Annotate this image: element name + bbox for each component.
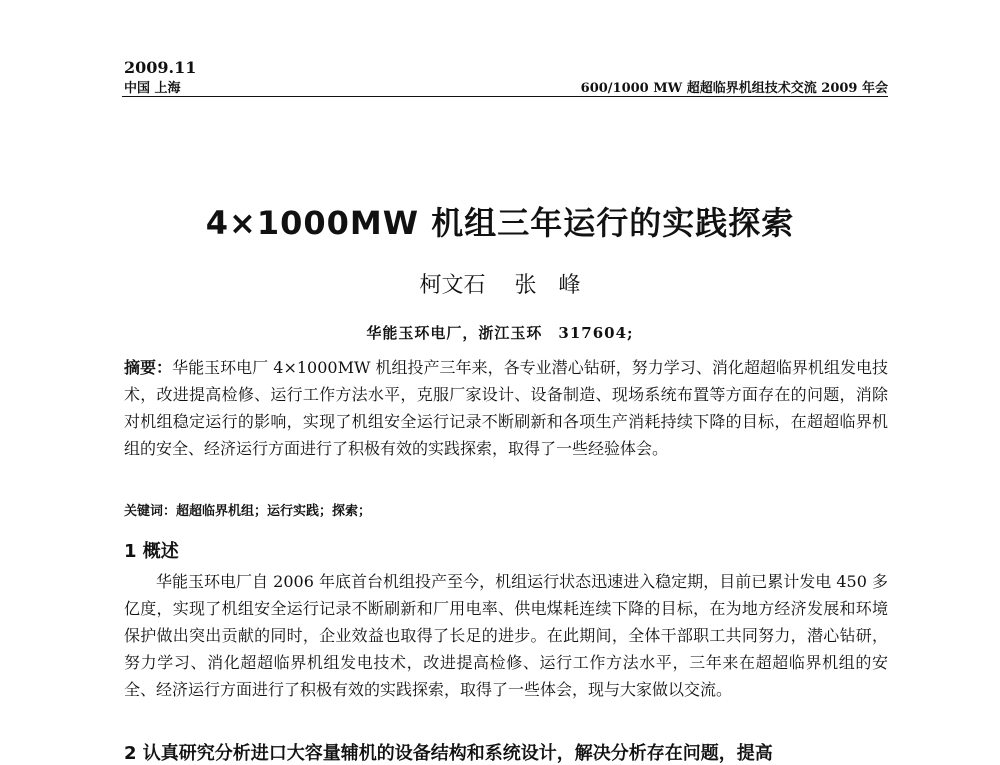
section-1-heading: 1 概述: [124, 541, 179, 562]
section-2-heading: 2 认真研究分析进口大容量辅机的设备结构和系统设计，解决分析存在问题，提高: [124, 743, 773, 764]
abstract-label: 摘要：: [124, 358, 173, 377]
header-year: 2009.11: [124, 58, 197, 77]
paper-title: 4×1000MW 机组三年运行的实践探索: [205, 204, 795, 242]
header-conference: 600/1000 MW 超超临界机组技术交流 2009 年会: [580, 81, 888, 96]
paper-affiliation: 华能玉环电厂，浙江玉环 317604;: [366, 324, 634, 342]
section-1-body: 华能玉环电厂自 2006 年底首台机组投产至今，机组运行状态迅速进入稳定期，目前已累计发电 450 多亿度，实现了机组安全运行记录不断刷新和厂用电率、供电煤耗连续下降的目标，在为地方经济发展和环境保护做出突出贡献的同时，企业效益也取得了长足的进步。在此期间，全体干部职工共同努力，潜心钻研，努力学习、消化超超临界机组发电技术，改进提高检修、运行工作方法水平，三年来在超超临界机组的安全、经济运行方面进行了积极有效的实践探索，取得了一些体会，现与大家做以交流。: [124, 572, 888, 699]
abstract-text: 华能玉环电厂 4×1000MW 机组投产三年来，各专业潜心钻研，努力学习、消化超超临界机组发电技术，改进提高检修、运行工作方法水平，克服厂家设计、设备制造、现场系统布置等方面存在的问题，消除对机组稳定运行的影响，实现了机组安全运行记录不断刷新和各项生产消耗持续下降的目标，在超超临界机组的安全、经济运行方面进行了积极有效的实践探索，取得了一些经验体会。: [124, 358, 888, 458]
paper-authors: 柯文石 张 峰: [419, 273, 581, 298]
header-location: 中国 上海: [124, 81, 181, 96]
abstract: [124, 354, 888, 462]
header-rule: [122, 96, 888, 97]
keywords: 关键词：超超临界机组；运行实践；探索；: [124, 504, 372, 519]
